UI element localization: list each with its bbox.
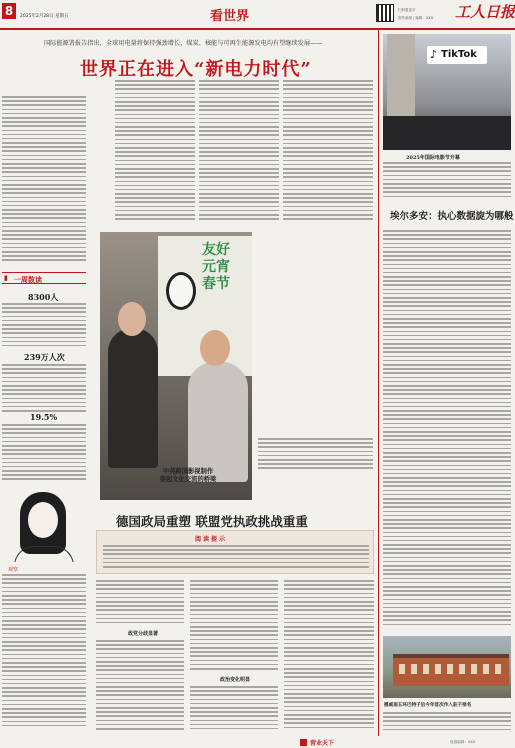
lead-body-col1 (2, 96, 86, 272)
erdogan-body (383, 230, 511, 632)
tiktok-caption: 2025年国际电影节开幕 (406, 155, 460, 161)
germany-col3 (284, 580, 374, 732)
lead-body-col2 (115, 80, 195, 226)
column-label: 观察 (8, 567, 19, 573)
tiktok-label: TikTok (441, 49, 477, 60)
person-right-head (200, 330, 230, 366)
photo-note (258, 438, 373, 474)
footer-bar (0, 737, 515, 748)
stat-body-1 (2, 303, 86, 351)
masthead: 工人日报 (455, 3, 515, 21)
illustration-portrait (6, 490, 78, 562)
house-windows (399, 664, 503, 674)
lead-kicker: 国际能源署报告指出，全球用电量将保持强劲增长，煤炭、核能与可再生能源发电均有望继续发展—— (44, 40, 323, 47)
numbers-heading-box (2, 272, 86, 284)
reading-tip-text (103, 545, 369, 573)
lead-body-col4 (283, 80, 373, 226)
footer-left: 营业天下 (310, 740, 335, 747)
stat-value-3: 19.5% (30, 412, 58, 422)
stat-value-2: 239万人次 (24, 352, 65, 362)
erdogan-title: 埃尔多安：执心数据旋为哪般 (390, 211, 514, 222)
masthead-sub: 国外新闻 / 编辑：XXX (398, 16, 434, 20)
lead-body-col3 (199, 80, 279, 226)
germany-col2 (190, 580, 278, 672)
right-divider (378, 30, 379, 736)
page-number: 8 (2, 3, 16, 19)
stat-body-2 (2, 364, 86, 416)
reading-tip-box (96, 530, 374, 574)
chart-icon: ▮ (4, 274, 8, 282)
bottom-text (383, 712, 511, 734)
crowd (383, 116, 511, 150)
lead-title: 世界正在进入“新电力时代” (80, 59, 312, 80)
tiktok-text (383, 162, 511, 202)
portrait-shoulders (14, 546, 74, 562)
stat-value-1: 8300人 (28, 292, 59, 302)
bottom-caption: 挪威南五环巴特子后今年首次作入驻子排名 (384, 703, 472, 708)
person-left (108, 328, 158, 468)
person-right (188, 362, 248, 482)
numbers-heading: 一周数读 (14, 275, 42, 284)
germany-col2b (190, 686, 278, 732)
qr-code[interactable] (376, 4, 394, 22)
tiktok-photo (383, 34, 511, 150)
page-header (0, 0, 515, 30)
panda-figure (166, 272, 196, 310)
germany-col1b (96, 640, 184, 732)
tiktok-logo-icon: ♪ (430, 48, 438, 61)
stat-body-3 (2, 424, 86, 486)
photo-caption: 中英跨国影视制作 架起文化交流的桥梁 (159, 468, 217, 483)
germany-col1 (96, 580, 184, 628)
person-left-head (118, 302, 146, 336)
reading-tip-label: 阅读提示 (195, 536, 228, 543)
footer-tag-icon (300, 739, 307, 746)
germany-sub1: 政党分歧显著 (128, 631, 159, 637)
bottom-photo (383, 636, 511, 698)
germany-title: 德国政局重塑 联盟党执政挑战重重 (116, 514, 308, 529)
lead-photo (100, 232, 252, 500)
section-title: 看世界 (210, 9, 250, 24)
banner-text: 友好 元宵 春节 (202, 242, 230, 292)
date-line: 2025年2月28日 星期五 (20, 14, 69, 19)
tiktok-sign (427, 46, 487, 64)
germany-left-body (2, 574, 86, 732)
footer-right: 组版编辑：XXX (450, 740, 476, 744)
germany-sub2: 政治变化明显 (220, 677, 251, 683)
portrait-face (28, 502, 58, 538)
qr-hint: 扫码看更多 (398, 8, 416, 12)
